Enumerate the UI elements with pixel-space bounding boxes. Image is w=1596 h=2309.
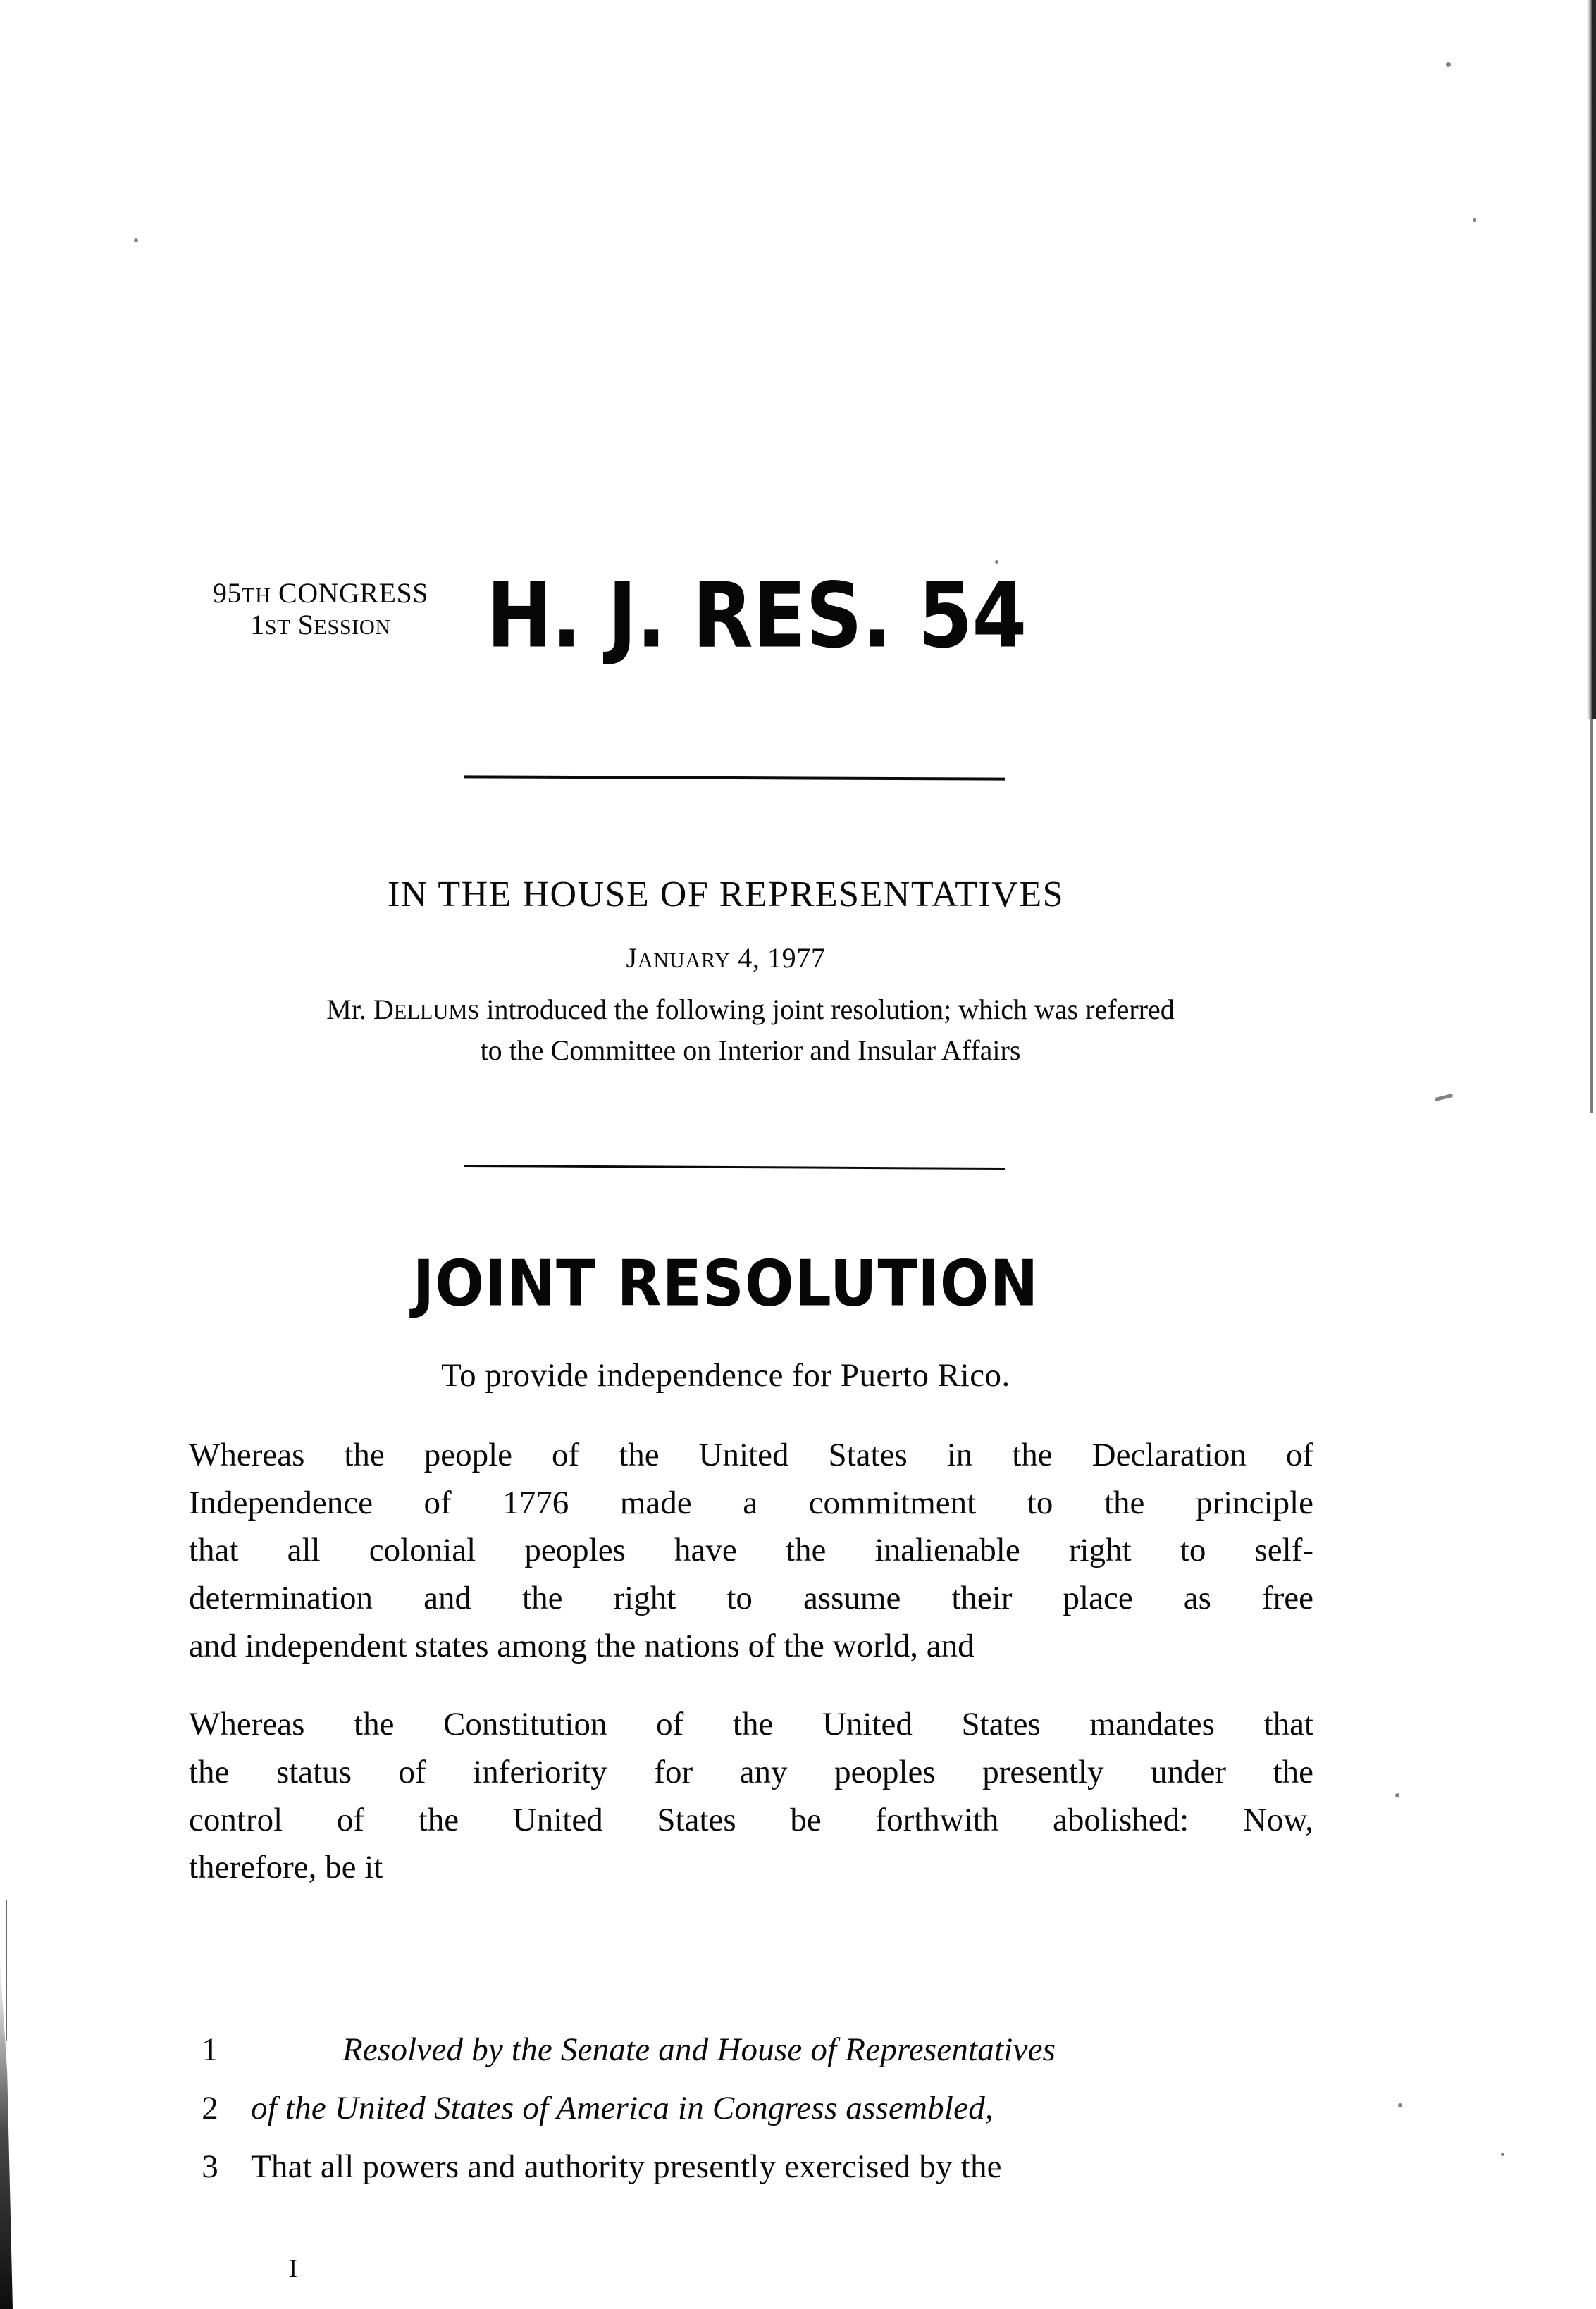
- line-text: of the United States of America in Congress assembled,: [251, 2090, 994, 2127]
- line-text: That all powers and authority presently exercised by the: [251, 2148, 1002, 2185]
- session-label-rest: ESSION: [314, 614, 391, 639]
- page-mark: I: [289, 2254, 298, 2282]
- whereas-line: Independence of 1776 made a commitment to the principle: [189, 1484, 1313, 1521]
- enacting-line: [189, 2148, 1313, 2206]
- whereas-line: determination and the right to assume their place as free: [189, 1580, 1313, 1617]
- whereas-line: the status of inferiority for any peoples presently under the: [189, 1754, 1313, 1791]
- session-ordinal-suffix: ST: [264, 614, 291, 639]
- line-number: 3: [202, 2148, 218, 2185]
- congress-session-block: [180, 578, 462, 641]
- session-line: [180, 609, 462, 641]
- date-initial: J: [626, 942, 638, 974]
- date-month-smallcaps: ANUARY: [637, 948, 731, 972]
- sponsor-prefix: Mr. D: [326, 993, 394, 1025]
- referral-line-1: [180, 989, 1321, 1030]
- scan-speck: [1435, 1094, 1453, 1101]
- enacting-line: [189, 2089, 1313, 2148]
- scan-speck: [1501, 2153, 1504, 2156]
- scan-edge-right-lower-artifact: [1590, 719, 1593, 1113]
- line-text: Resolved by the Senate and House of Representatives: [342, 2031, 1056, 2068]
- date-numerals: 4, 1977: [730, 942, 826, 974]
- referral-text-1: introduced the following joint resolution; which was referred: [479, 993, 1175, 1025]
- introduction-date: [0, 941, 1452, 974]
- line-number: 1: [202, 2031, 218, 2068]
- whereas-line: Whereas the people of the United States in the Declaration of: [189, 1437, 1313, 1473]
- scan-speck: [1395, 1793, 1399, 1797]
- congress-line: [180, 578, 462, 609]
- scan-edge-left-artifact: [0, 1914, 21, 2309]
- congress-number: 95: [213, 577, 242, 609]
- whereas-line: control of the United States be forthwith abolished: Now,: [189, 1801, 1313, 1838]
- preamble-block: [189, 1432, 1313, 1923]
- sponsor-name-smallcaps: ELLUMS: [393, 1000, 480, 1024]
- referral-line-2: to the Committee on Interior and Insular Affairs: [480, 1034, 1021, 1066]
- scan-speck: [134, 238, 138, 242]
- resolution-title: JOINT RESOLUTION: [412, 1247, 1039, 1321]
- scan-edge-left-hairline-artifact: [6, 1900, 7, 2041]
- whereas-paragraph: [189, 1432, 1313, 1670]
- session-label-s: S: [297, 608, 314, 640]
- whereas-paragraph: [189, 1701, 1313, 1892]
- whereas-line: Whereas the Constitution of the United States mandates that: [189, 1706, 1313, 1743]
- referral-note: [180, 989, 1321, 1070]
- whereas-line: and independent states among the nations of the world, and: [189, 1627, 975, 1664]
- congress-ordinal-suffix: TH: [242, 583, 271, 607]
- masthead: [0, 564, 1596, 691]
- horizontal-rule-top: [464, 775, 1005, 780]
- session-number: 1: [250, 608, 265, 640]
- bill-number-heading: H. J. RES. 54: [486, 564, 1027, 669]
- whereas-line: therefore, be it: [189, 1849, 383, 1886]
- resolution-subtitle: To provide independence for Puerto Rico.: [441, 1357, 1010, 1394]
- scan-speck: [1446, 62, 1451, 67]
- enacting-clause-block: [189, 2031, 1313, 2206]
- scan-speck: [1473, 218, 1476, 222]
- line-number: 2: [202, 2090, 218, 2127]
- horizontal-rule-bottom: [464, 1165, 1005, 1170]
- whereas-line: that all colonial peoples have the inalienable right to self-: [189, 1532, 1313, 1569]
- scan-speck: [1398, 2103, 1402, 2107]
- enacting-line: [189, 2031, 1313, 2089]
- chamber-heading: IN THE HOUSE OF REPRESENTATIVES: [387, 874, 1065, 915]
- congress-label: CONGRESS: [278, 577, 428, 609]
